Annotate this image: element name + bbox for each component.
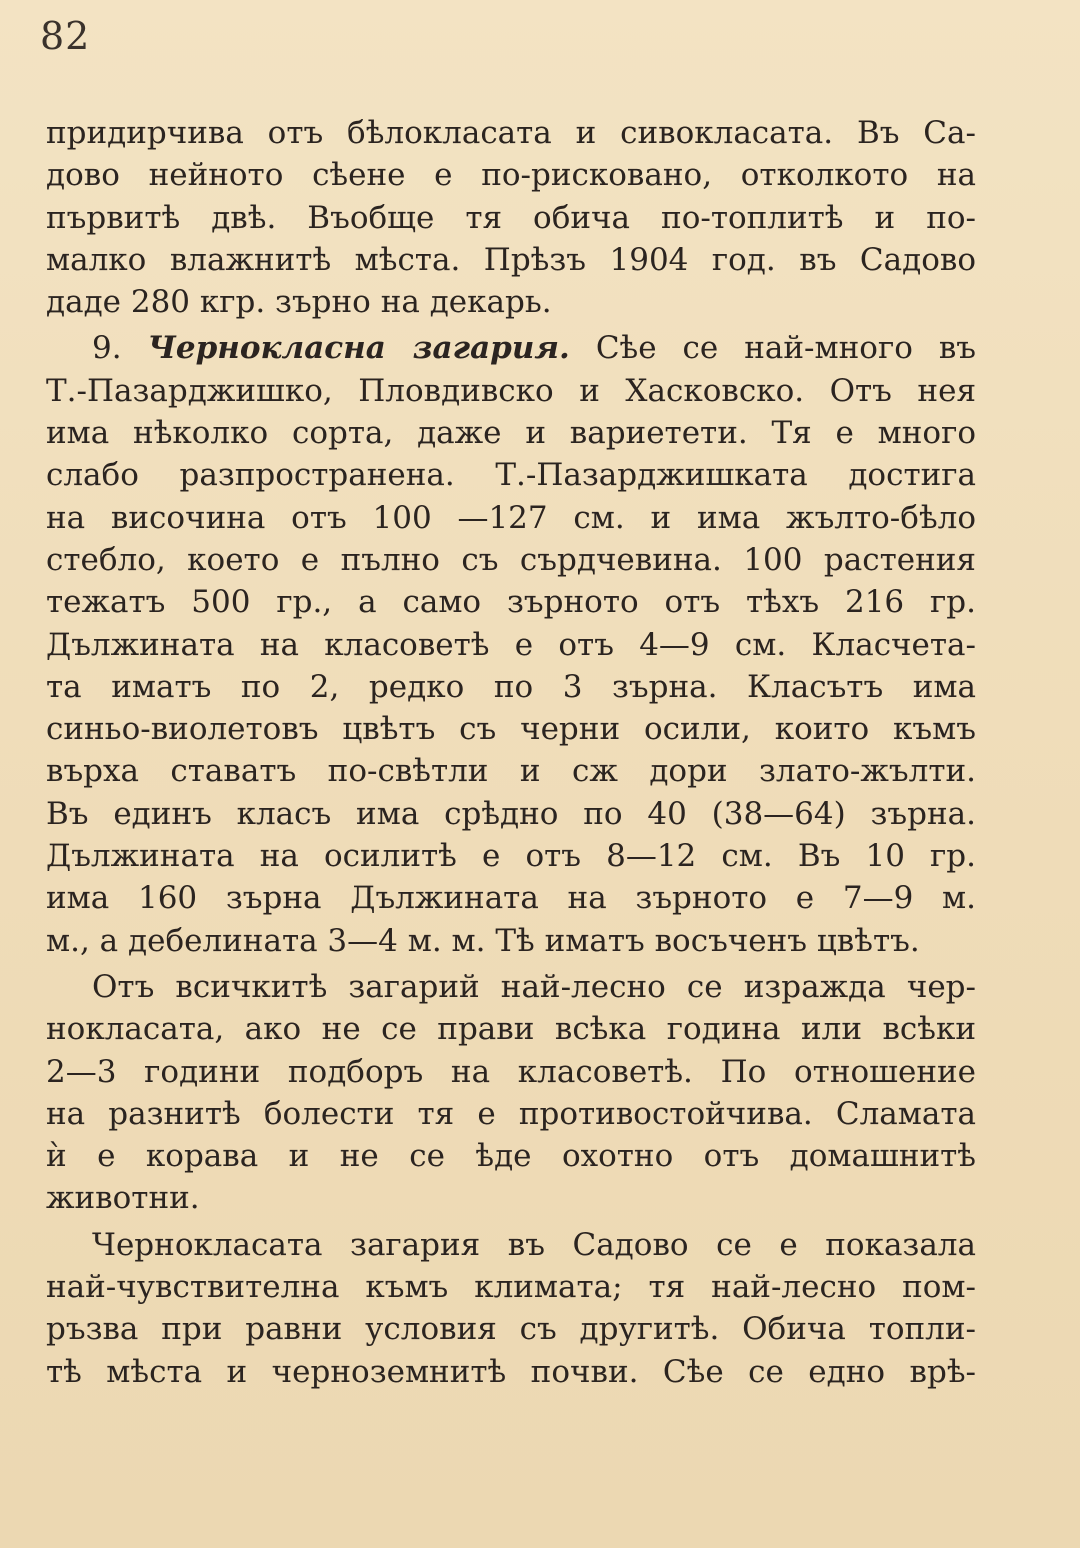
section-number: 9. [92, 330, 122, 367]
text-line: върха ставатъ по-свѣтли и сж дори злато-жълти. [46, 753, 976, 790]
text-line: тѣ мѣста и черноземнитѣ почви. Сѣе се едно врѣ- [46, 1353, 976, 1390]
text-line: първитѣ двѣ. Въобще тя обича по-топлитѣ и по- [46, 199, 976, 236]
text-line: Дължината на осилитѣ е отъ 8—12 см. Въ 10 гр. [46, 838, 976, 875]
text-line: Дължината на класоветѣ е отъ 4—9 см. Класчета- [46, 626, 976, 663]
section-heading: Чернокласна загария. [147, 330, 570, 367]
text-line: дово нейното сѣене е по-рисковано, отколкото на [46, 157, 976, 194]
text-line: стебло, което е пълно съ сърдчевина. 100 растения [46, 541, 976, 578]
text-line: нокласата, ако не се прави всѣка година или всѣки [46, 1011, 976, 1048]
paragraph-continuation [46, 112, 976, 323]
text-line: най-чувствителна къмъ климата; тя най-лесно пом- [46, 1269, 976, 1306]
text-line: животни. [46, 1180, 200, 1217]
text-line: даде 280 кгр. зърно на декарь. [46, 284, 552, 321]
text-line: 2—3 години подборъ на класоветѣ. По отношение [46, 1053, 976, 1090]
text-line: ръзва при равни условия съ другитѣ. Обича топли- [46, 1311, 976, 1348]
text-line: ѝ е корава и не се ѣде охотно отъ домашнитѣ [46, 1138, 976, 1175]
section-9-paragraph [46, 327, 976, 961]
text-line: слабо разпространена. Т.-Пазарджишката достига [46, 457, 976, 494]
text-line: м., а дебелината 3—4 м. м. Тѣ иматъ восъченъ цвѣтъ. [46, 922, 920, 959]
text-line: малко влажнитѣ мѣста. Прѣзъ 1904 год. въ Садово [46, 241, 976, 278]
section-heading-line [46, 327, 976, 369]
text-line: Чернокласата загария въ Садово се е показала [92, 1226, 976, 1263]
text-line: Т.-Пазарджишко, Пловдивско и Хасковско. Отъ нея [46, 372, 976, 409]
text-line: синьо-виолетовъ цвѣтъ съ черни осили, които къмъ [46, 711, 976, 748]
paragraph-climate [46, 1224, 976, 1393]
text-line: Въ единъ класъ има срѣдно по 40 (38—64) зърна. [46, 795, 976, 832]
text-line: на височина отъ 100 —127 см. и има жълто-бѣло [46, 499, 976, 536]
text-line: на разнитѣ болести тя е противостойчива. Сламата [46, 1095, 976, 1132]
text-fragment: Сѣе се най-много въ [595, 330, 977, 367]
page-number: 82 [40, 14, 91, 58]
text-line: тежатъ 500 гр., а само зърното отъ тѣхъ 216 гр. [46, 584, 976, 621]
page-body [46, 112, 976, 1393]
text-line: има 160 зърна Дължината на зърното е 7—9 м. [46, 880, 976, 917]
text-line: та иматъ по 2, редко по 3 зърна. Класътъ има [46, 668, 976, 705]
paragraph-degeneration [46, 966, 976, 1220]
text-line: придирчива отъ бѣлокласата и сивокласата. Въ Са- [46, 115, 976, 151]
text-line: има нѣколко сорта, даже и вариетети. Тя е много [46, 415, 976, 452]
text-line: Отъ всичкитѣ загарий най-лесно се изражда чер- [92, 968, 976, 1005]
